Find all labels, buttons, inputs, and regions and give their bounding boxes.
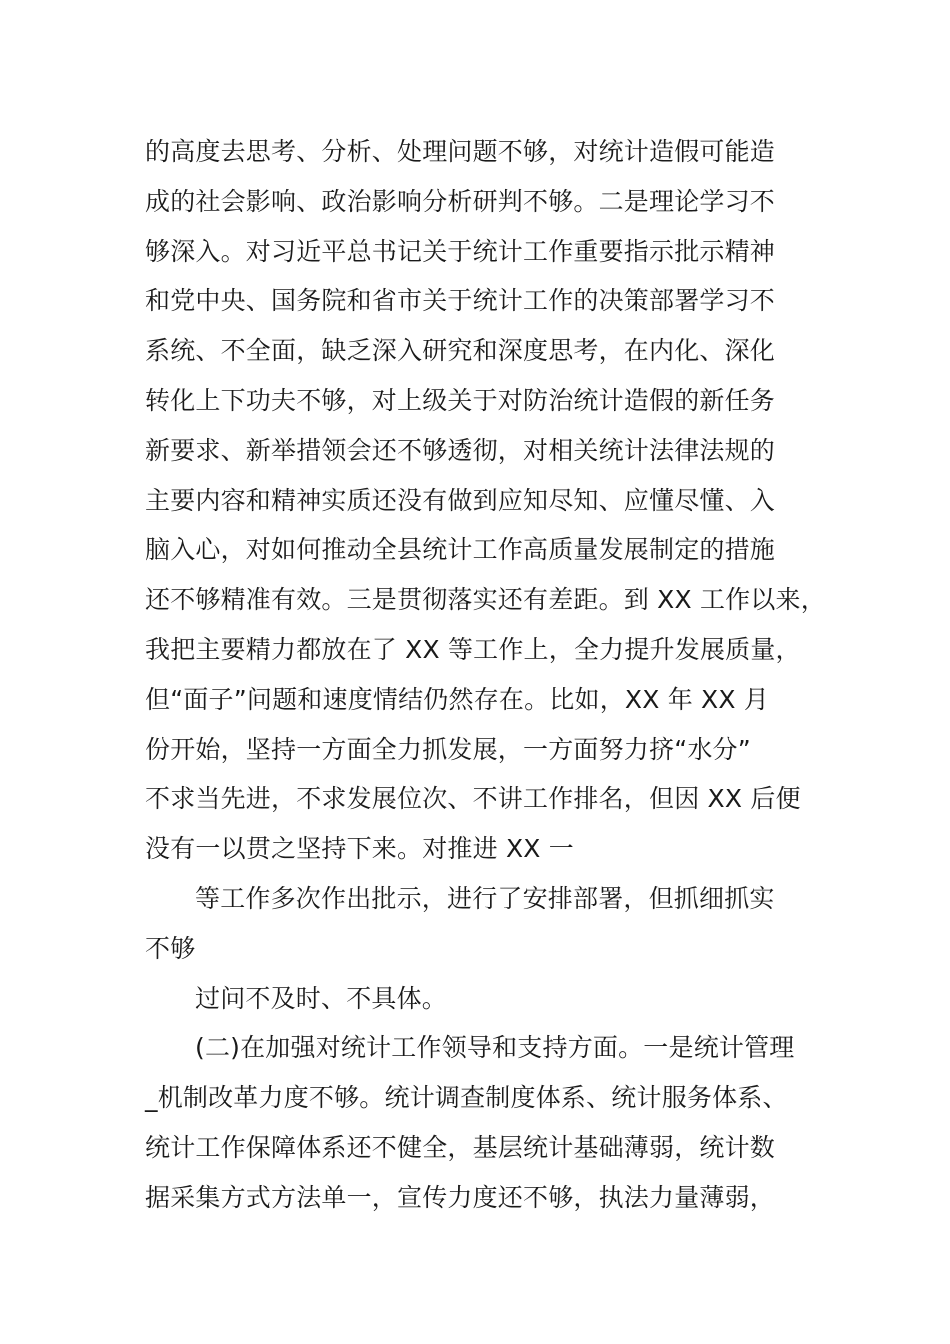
text-line: 但“面子”问题和速度情结仍然存在。比如，XX 年 XX 月 — [145, 684, 770, 714]
text-line: _机制改革力度不够。统计调查制度体系、统计服务体系、 — [145, 1083, 788, 1113]
text-line-indented: 过问不及时、不具体。 — [195, 983, 448, 1013]
text-line: 还不够精准有效。三是贯彻落实还有差距。到 XX 工作以来， — [145, 585, 826, 615]
text-line: 成的社会影响、政治影响分析研判不够。二是理论学习不 — [145, 186, 776, 216]
text-line: 份开始，坚持一方面全力抓发展，一方面努力挤“水分” — [145, 734, 751, 764]
text-line: 据采集方式方法单一，宣传力度还不够，执法力量薄弱， — [145, 1182, 776, 1212]
text-line: 转化上下功夫不够，对上级关于对防治统计造假的新任务 — [145, 385, 776, 415]
text-line: 和党中央、国务院和省市关于统计工作的决策部署学习不 — [145, 286, 776, 316]
text-line: 不够 — [145, 933, 196, 963]
text-line: 没有一以贯之坚持下来。对推进 XX 一 — [145, 834, 574, 864]
text-line: 主要内容和精神实质还没有做到应知尽知、应懂尽懂、入 — [145, 485, 776, 515]
text-line: 不求当先进，不求发展位次、不讲工作排名，但因 XX 后便 — [145, 784, 801, 814]
text-line: 新要求、新举措领会还不够透彻，对相关统计法律法规的 — [145, 435, 776, 465]
document-body-text — [145, 127, 825, 1223]
section-heading-line: (二)在加强对统计工作领导和支持方面。一是统计管理 — [195, 1033, 795, 1063]
text-line: 的高度去思考、分析、处理问题不够，对统计造假可能造 — [145, 137, 776, 166]
text-line: 系统、不全面，缺乏深入研究和深度思考，在内化、深化 — [145, 336, 776, 366]
text-line: 我把主要精力都放在了 XX 等工作上，全力提升发展质量， — [145, 634, 801, 664]
text-line-indented: 等工作多次作出批示，进行了安排部署，但抓细抓实 — [195, 883, 775, 913]
text-line: 脑入心，对如何推动全县统计工作高质量发展制定的措施 — [145, 535, 776, 565]
text-line: 统计工作保障体系还不健全，基层统计基础薄弱，统计数 — [145, 1132, 776, 1162]
text-line: 够深入。对习近平总书记关于统计工作重要指示批示精神 — [145, 236, 776, 266]
